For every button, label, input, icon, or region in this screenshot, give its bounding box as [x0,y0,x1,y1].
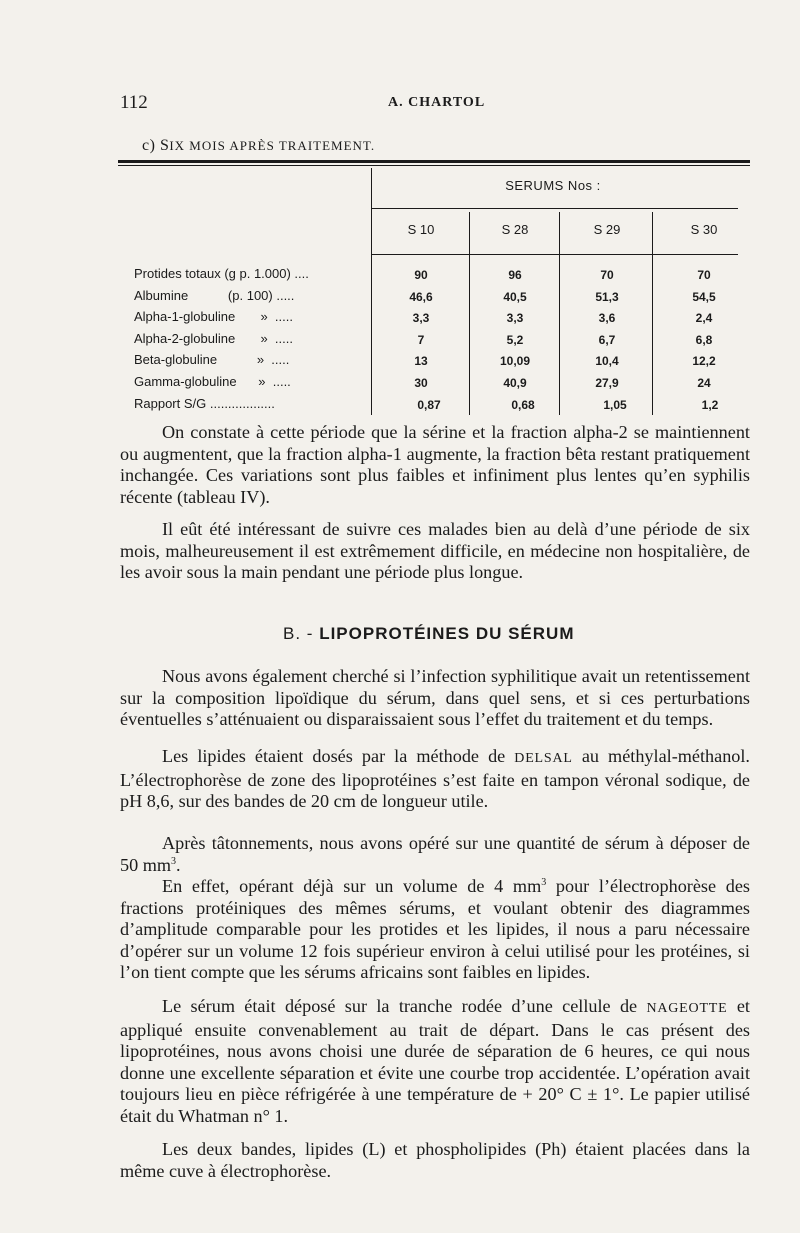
table-cell: 51,3 [595,290,619,304]
table-cell: 1,2 [701,398,719,412]
paragraph-7-text-b: et appliqué ensuite convenablement au trait de départ. Dans le cas présent des lipoprotéines, nous avons choisi une durée de séparation de 6 heures, ce qui nous donne une excellente séparation et évite une courbe trop accidentée. L’opération avait toujours lieu en pièce réfrigérée à une température de + 20° C ± 1°. Le papier utilisé était du Whatman n° 1. [120,996,750,1126]
table-cell: 10,09 [499,354,531,368]
column-header-rule [372,254,738,255]
row-label-protides: Protides totaux (g p. 1.000) .... [134,266,309,281]
section-heading [283,624,575,644]
row-label-beta: Beta-globuline » ..... [134,352,290,367]
paragraph-8-text: Les deux bandes, lipides (L) et phospholipides (Ph) étaient placées dans la même cuve à électrophorèse. [120,1139,750,1181]
paragraph-5 [120,833,750,876]
table-cell: 6,8 [695,333,713,347]
section-number: B. - [283,624,314,643]
table-cell: 0,87 [417,398,441,412]
table-cell: 90 [414,268,428,282]
paragraph-6-text-b: pour l’électrophorèse des fractions protéiniques des mêmes sérums, et voulant obtenir des diagrammes d’amplitude comparable pour les protides et les lipides, il nous a paru nécessaire d’opérer sur un volume 12 fois supérieur environ à celui utilisé pour les protéines, si l’on tient compte que les sérums africains sont faibles en lipides. [120,876,750,982]
paragraph-4 [120,746,750,813]
table-cell: 1,05 [603,398,627,412]
table-cell: 54,5 [692,290,716,304]
paragraph-6-text-a: En effet, opérant déjà sur un volume de 4 mm [162,876,542,896]
table-cell: 27,9 [595,376,619,390]
table-cell: 30 [414,376,428,390]
table-cell: 2,4 [695,311,713,325]
paragraph-4-text-a: Les lipides étaient dosés par la méthode de [162,746,515,766]
caption-prefix: c) [142,137,156,154]
table-cell: 3,3 [412,311,430,325]
row-label-alpha1: Alpha-1-globuline » ..... [134,309,293,324]
paragraph-2-text: Il eût été intéressant de suivre ces malades bien au delà d’une période de six mois, malheureusement il est extrêmement difficile, en médecine non hospitalière, de les avoir sous la main pendant une période plus longue. [120,519,750,582]
paragraph-5-text-b: . [176,854,181,875]
table-divider-label [371,168,372,415]
column-header-s10: S 10 [407,222,435,237]
table-cell: 5,2 [506,333,524,347]
paragraph-6 [120,876,750,984]
table-cell: 70 [697,268,711,282]
superscript-3: 3 [171,855,177,867]
serum-table [0,0,800,430]
row-label-alpha2: Alpha-2-globuline » ..... [134,331,293,346]
section-title: LIPOPROTÉINES DU SÉRUM [319,624,575,643]
group-header-rule [372,208,738,209]
paragraph-3-text: Nous avons également cherché si l’infection syphilitique avait un retentissement sur la composition lipoïdique du sérum, dans quel sens, et si ces perturbations éventuelles s’atténuaient ou disparaissaient sous l’effet du traitement et du temps. [120,666,750,729]
paragraph-5-text-a: Après tâtonnements, nous avons opéré sur une quantité de sérum à déposer de 50 mm [120,833,750,875]
row-label-gamma: Gamma-globuline » ..... [134,374,291,389]
paragraph-3 [120,666,750,731]
table-cell: 10,4 [595,354,619,368]
table-cell: 7 [417,333,425,347]
page-number: 112 [120,92,148,113]
table-cell: 40,9 [503,376,527,390]
paragraph-4-text-b: au méthylal-méthanol. L’électrophorèse de zone des lipoprotéines s’est faite en tampon véronal sodique, de pH 8,6, sur des bandes de 20 cm de longueur utile. [120,746,750,811]
table-cell: 3,3 [506,311,524,325]
table-cell: 96 [508,268,522,282]
row-label-rapport: Rapport S/G .................. [134,396,275,411]
author-reference-nageotte: NAGEOTTE [646,1001,728,1016]
author-name: A. CHARTOL [388,95,486,110]
table-cell: 12,2 [692,354,716,368]
table-cell: 6,7 [598,333,616,347]
column-header-s28: S 28 [501,222,529,237]
column-header-s30: S 30 [690,222,718,237]
table-cell: 46,6 [409,290,433,304]
paragraph-1 [120,422,750,508]
paragraph-1-text: On constate à cette période que la sérine et la fraction alpha-2 se maintiennent ou augmentent, que la fraction alpha-1 augmente, la fraction bêta restant pratiquement inchangée. Ces variations sont plus faibles et infiniment plus lentes qu’en syphilis récente (tableau IV). [120,422,750,507]
table-divider-col-3 [652,212,653,415]
table-cell: 24 [697,376,711,390]
table-cell: 70 [600,268,614,282]
table-cell: 40,5 [503,290,527,304]
table-divider-col-2 [559,212,560,415]
table-cell: 3,6 [598,311,616,325]
row-label-albumine: Albumine (p. 100) ..... [134,288,295,303]
superscript-3: 3 [541,876,547,888]
author-reference-delsal: DELSAL [514,751,573,766]
column-header-s29: S 29 [593,222,621,237]
table-divider-col-1 [469,212,470,415]
paragraph-7-text-a: Le sérum était déposé sur la tranche rodée d’une cellule de [162,996,647,1016]
paragraph-8 [120,1139,750,1182]
caption-first-letter: S [159,137,170,154]
table-cell: 0,68 [511,398,535,412]
paragraph-2 [120,519,750,584]
caption-rest: IX MOIS APRÈS TRAITEMENT. [169,138,376,153]
paragraph-7 [120,996,750,1127]
serums-group-header: SERUMS Nos : [505,178,601,193]
table-cell: 13 [414,354,428,368]
